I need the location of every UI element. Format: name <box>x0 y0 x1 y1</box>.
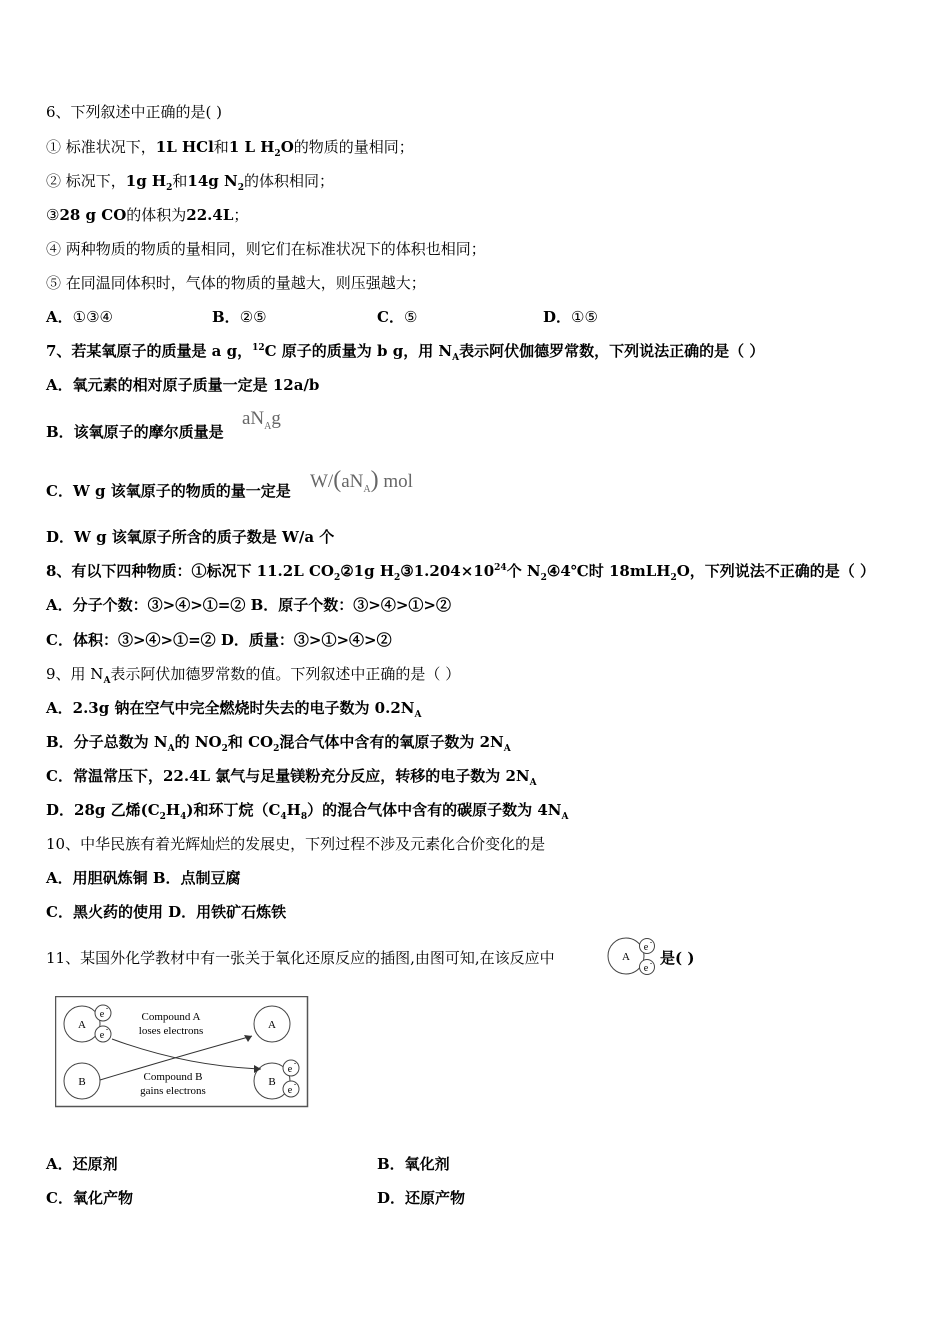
label-gains-electrons: gains electrons <box>140 1085 206 1097</box>
q7-option-b: B．该氧原子的摩尔质量是 <box>46 423 224 441</box>
q7-stem: 7、若某氧原子的质量是 a g，$^{12}$C 原子的质量为 b g，用 $N_A$表示阿伏伽德罗常数，下列说法正确的是（ ） <box>46 342 765 363</box>
q8-options-ab: A．分子个数：③>④>①=② B．原子个数：③>④>①>② <box>46 596 451 614</box>
q9-option-d: D．28g 乙烯$(C_2H_4)$和环丁烷$(C_4H_8)$的混合气体中含有的碳原子数为 $4N_A$ <box>46 801 569 822</box>
q11-option-d: D．还原产物 <box>377 1189 466 1207</box>
q10-stem: 10、中华民族有着光辉灿烂的发展史，下列过程不涉及元素化合价变化的是 <box>46 835 546 853</box>
svg-text:e: e <box>287 1064 293 1075</box>
svg-text:-: - <box>293 1059 297 1067</box>
q7-option-b-formula: $aN_Ag$ <box>242 408 281 432</box>
svg-text:e: e <box>99 1030 105 1041</box>
q7-option-c: C．W g 该氧原子的物质的量一定是 <box>46 482 291 500</box>
svg-text:B: B <box>268 1076 276 1088</box>
q6-statement-5: ⑤ 在同温同体积时，气体的物质的量越大，则压强越大； <box>46 274 426 292</box>
svg-text:B: B <box>78 1076 86 1088</box>
q6-option-c: C．⑤ <box>377 308 418 326</box>
inline-electron-2-label: e <box>643 963 649 974</box>
q6-option-d: D．①⑤ <box>543 308 598 326</box>
q11-inline-atom-figure <box>606 934 658 978</box>
q7-option-d: D．W g 该氧原子所含的质子数是 W/a 个 <box>46 528 335 546</box>
svg-text:-: - <box>105 1025 109 1033</box>
q11-stem: 11、某国外化学教材中有一张关于氧化还原反应的插图,由图可知,在该反应中 <box>46 949 555 967</box>
inline-atom-label: A <box>622 951 630 963</box>
svg-text:-: - <box>105 1004 109 1012</box>
q8-stem: 8、有以下四种物质：①标况下 11.2L $CO_2②1g$ $H_2③1.204\times 10^{24}$个 $N_2④4℃$时 18mLH$_2$O，下列说法不正确的是（ ） <box>46 562 875 583</box>
q10-options-ab: A．用胆矾炼铜 B．点制豆腐 <box>46 869 241 887</box>
q9-option-c: C．常温常压下，22.4L 氯气与足量镁粉充分反应，转移的电子数为 $2N_A$ <box>46 767 537 788</box>
q6-option-b: B．②⑤ <box>212 308 267 326</box>
q9-stem: 9、用 $N_A$表示阿伏加德罗常数的值。下列叙述中正确的是（ ） <box>46 665 461 686</box>
q6-statement-1: ① 标准状况下，1L HCl和1 L $H_2O$的物质的量相同； <box>46 138 414 159</box>
q8-options-cd: C．体积：③>④>①=② D．质量：③>①>④>② <box>46 631 392 649</box>
svg-text:e: e <box>287 1085 293 1096</box>
q6-statement-3: ③28 g CO的体积为22.4L； <box>46 206 249 224</box>
q6-statement-2: ② 标况下，1g $H_2$和14g $N_2$的体积相同； <box>46 172 334 193</box>
label-compound-b: Compound B <box>143 1071 203 1083</box>
svg-text:A: A <box>268 1019 276 1031</box>
q6-statement-4: ④ 两种物质的物质的量相同，则它们在标准状况下的体积也相同； <box>46 240 486 258</box>
svg-text:-: - <box>293 1080 297 1088</box>
q11-stem-end: 是( ) <box>660 949 695 967</box>
q11-option-a: A．还原剂 <box>46 1155 118 1173</box>
q10-options-cd: C．黑火药的使用 D．用铁矿石炼铁 <box>46 903 287 921</box>
label-compound-a: Compound A <box>141 1011 201 1023</box>
q11-option-c: C．氧化产物 <box>46 1189 133 1207</box>
svg-text:e: e <box>99 1009 105 1020</box>
q11-option-b: B．氧化剂 <box>377 1155 450 1173</box>
redox-diagram <box>55 996 309 1108</box>
svg-text:-: - <box>649 959 653 967</box>
inline-electron-1-label: e <box>643 942 649 953</box>
label-loses-electrons: loses electrons <box>138 1025 204 1037</box>
svg-text:-: - <box>649 938 653 946</box>
q7-option-c-formula: $W/(aN_A)$ mol <box>310 467 413 495</box>
svg-text:A: A <box>78 1019 86 1031</box>
q6-stem: 6、下列叙述中正确的是( ) <box>46 103 223 121</box>
q6-option-a: A．①③④ <box>46 308 113 326</box>
q7-option-a: A．氧元素的相对原子质量一定是 12a/b <box>46 376 320 394</box>
q9-option-a: A．2.3g 钠在空气中完全燃烧时失去的电子数为 $0.2N_A$ <box>46 699 422 720</box>
q9-option-b: B．分子总数为 $N_A$的 $NO_2$和 $CO_2$混合气体中含有的氧原子数为 $2N_A$ <box>46 733 511 754</box>
